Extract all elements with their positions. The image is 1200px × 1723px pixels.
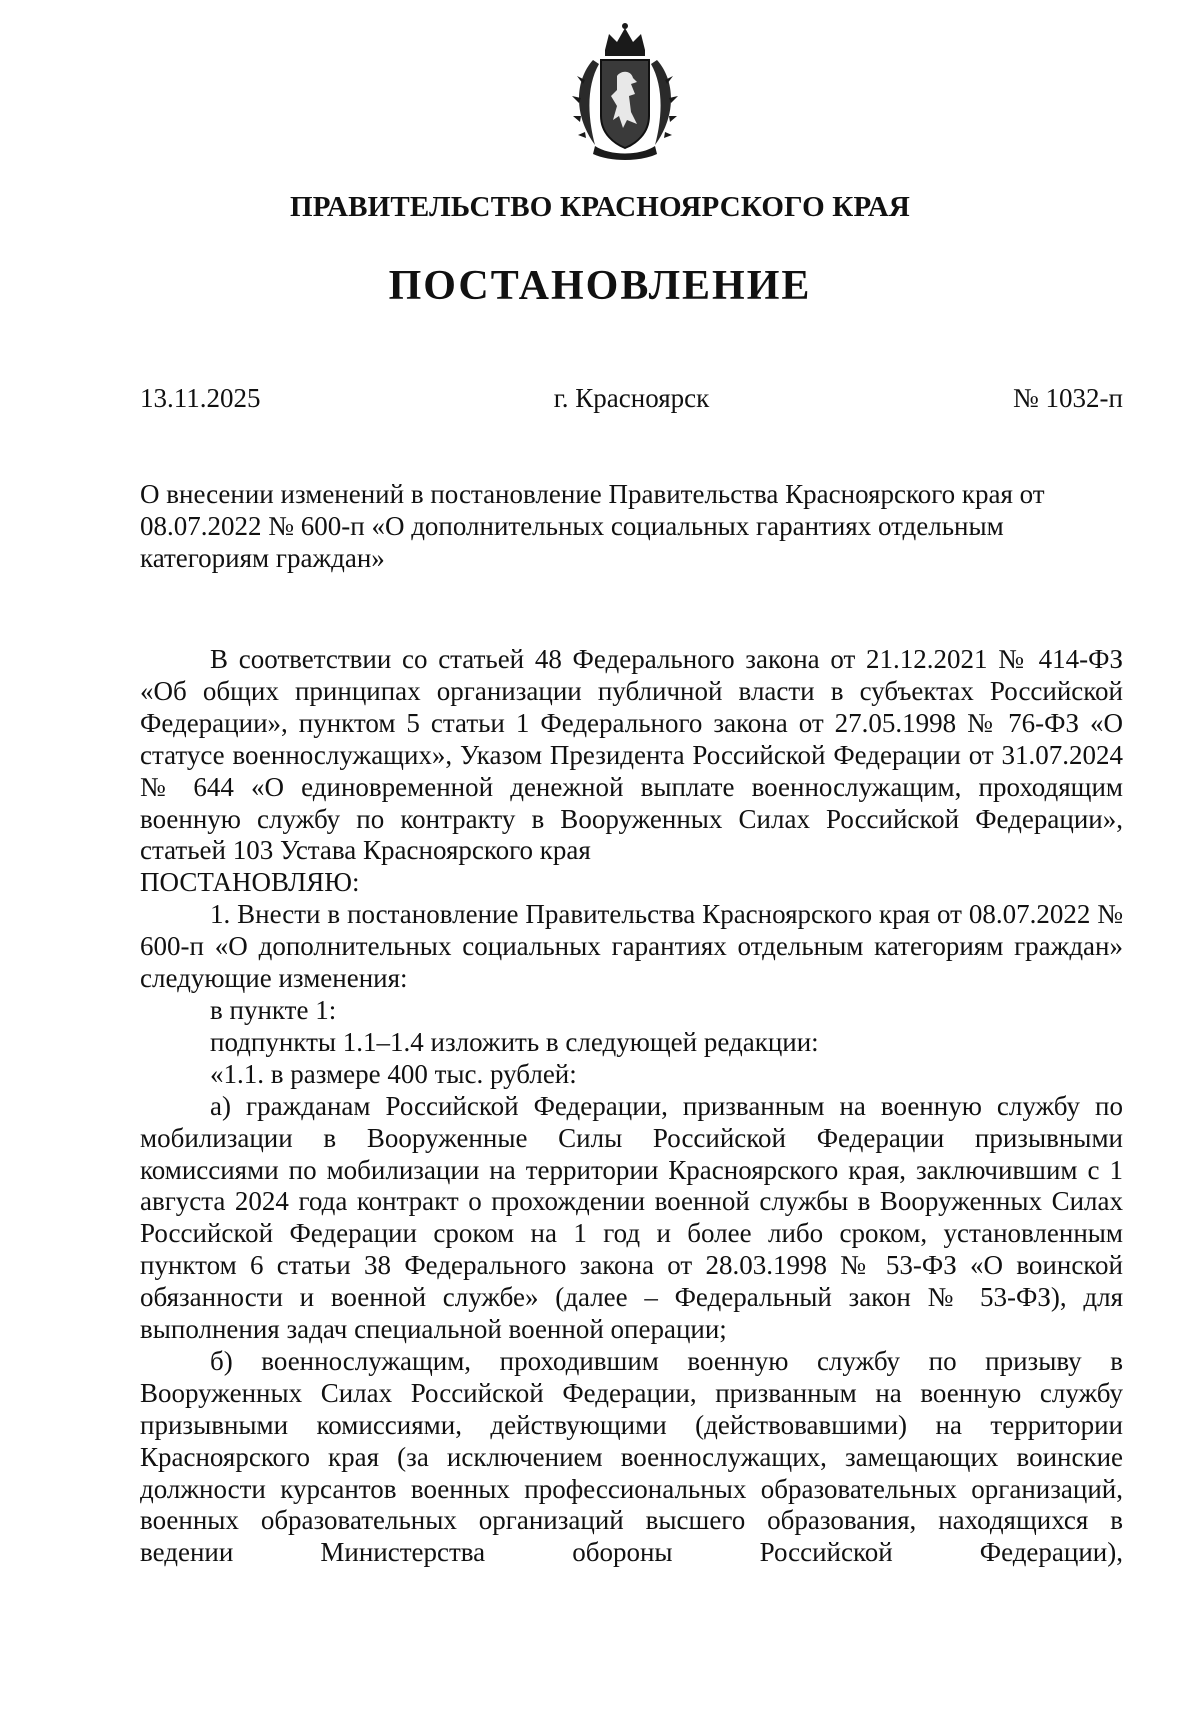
paragraph-item-1: 1. Внести в постановление Правительства Красноярского края от 08.07.2022 № 600-п «О дополнительных социальных гарантиях отдельным категориям граждан» следующие изменения: <box>140 899 1123 994</box>
government-title: ПРАВИТЕЛЬСТВО КРАСНОЯРСКОГО КРАЯ <box>289 191 911 223</box>
coat-of-arms-icon <box>565 20 685 162</box>
paragraph-item-a: а) гражданам Российской Федерации, призванным на военную службу по мобилизации в Вооруженные Силы Российской Федерации призывными комиссиями по мобилизации на территории Красноярского края, заключившим с 1 августа 2024 года контракт о прохождении военной службы в Вооруженных Силах Российской Федерации сроком на 1 год и более либо сроком, установленным пунктом 6 статьи 38 Федерального закона от 28.03.1998 № 53-ФЗ «О воинской обязанности и военной службе» (далее – Федеральный закон № 53-ФЗ), для выполнения задач специальной военной операции; <box>140 1090 1123 1345</box>
paragraph-subpoints: подпункты 1.1–1.4 изложить в следующей редакции: <box>210 1026 819 1057</box>
document-body <box>140 644 1123 1569</box>
paragraph-item-b: б) военнослужащим, проходившим военную службу по призыву в Вооруженных Силах Российской Федерации, призванным на военную службу призывными комиссиями, действующими (действовавшими) на территории Красноярского края (за исключением военнослужащих, замещающих воинские должности курсантов военных профессиональных образовательных организаций, военных образовательных организаций высшего образования, находящихся в ведении Министерства обороны Российской Федерации), <box>140 1345 1123 1568</box>
paragraph-subpoint-1-1: «1.1. в размере 400 тыс. рублей: <box>210 1058 577 1089</box>
paragraph-preamble: В соответствии со статьей 48 Федерального закона от 21.12.2021 № 414-ФЗ «Об общих принципах организации публичной власти в субъектах Российской Федерации», пунктом 5 статьи 1 Федерального закона от 27.05.1998 № 76-ФЗ «О статусе военнослужащих», Указом Президента Российской Федерации от 31.07.2024 № 644 «О единовременной денежной выплате военнослужащим, проходящим военную службу по контракту в Вооруженных Силах Российской Федерации», статьей 103 Устава Красноярского края <box>140 644 1123 866</box>
document-date: 13.11.2025 <box>140 383 261 413</box>
document-type: ПОСТАНОВЛЕНИЕ <box>388 263 812 309</box>
paragraph-decree: ПОСТАНОВЛЯЮ: <box>140 867 360 898</box>
paragraph-in-point-1: в пункте 1: <box>210 994 337 1025</box>
document-meta <box>140 383 1123 417</box>
document-number: № 1032-п <box>1013 383 1123 413</box>
document-subject: О внесении изменений в постановление Правительства Красноярского края от 08.07.2022 № 600-п «О дополнительных социальных гарантиях отдельным категориям граждан» <box>140 479 1045 573</box>
document-city: г. Красноярск <box>553 383 710 413</box>
